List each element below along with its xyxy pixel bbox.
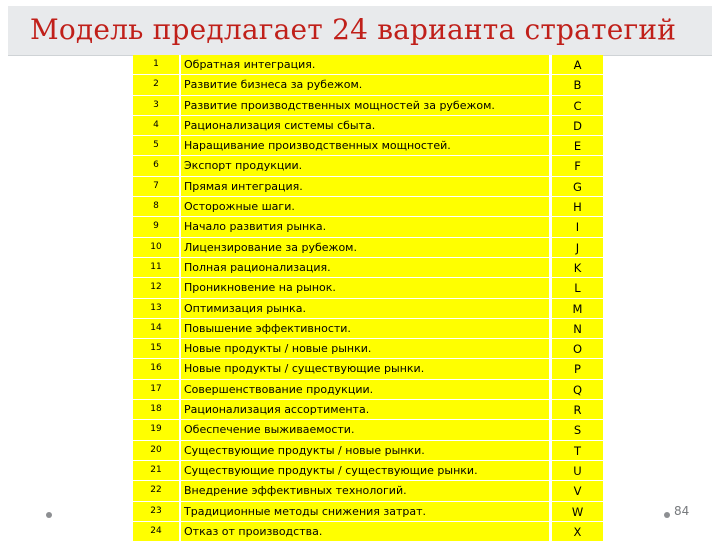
table-row (133, 156, 603, 176)
strategy-number: 5 (133, 136, 179, 156)
strategy-letter: P (552, 359, 603, 379)
strategy-number: 8 (133, 197, 179, 217)
strategy-number: 16 (133, 359, 179, 379)
table-row (133, 461, 603, 481)
strategy-number: 4 (133, 116, 179, 136)
table-row (133, 299, 603, 319)
table-row (133, 55, 603, 75)
strategy-letter: T (552, 441, 603, 461)
strategy-number: 24 (133, 522, 179, 542)
strategy-description: Развитие бизнеса за рубежом. (181, 75, 549, 95)
strategy-letter: W (552, 502, 603, 522)
strategy-description: Лицензирование за рубежом. (181, 238, 549, 258)
strategy-description: Обратная интеграция. (181, 55, 549, 75)
table-row (133, 400, 603, 420)
strategy-letter: A (552, 55, 603, 75)
strategy-description: Экспорт продукции. (181, 156, 549, 176)
strategy-number: 19 (133, 420, 179, 440)
strategy-number: 14 (133, 319, 179, 339)
strategy-letter: J (552, 238, 603, 258)
strategy-number: 6 (133, 156, 179, 176)
strategy-number: 1 (133, 55, 179, 75)
strategy-description: Новые продукты / существующие рынки. (181, 359, 549, 379)
strategy-letter: N (552, 319, 603, 339)
strategy-description: Проникновение на рынок. (181, 278, 549, 298)
strategy-description: Повышение эффективности. (181, 319, 549, 339)
table-row (133, 177, 603, 197)
right-bullet-dot (664, 512, 670, 518)
strategy-description: Прямая интеграция. (181, 177, 549, 197)
strategy-letter: O (552, 339, 603, 359)
table-row (133, 75, 603, 95)
slide-title: Модель предлагает 24 варианта стратегий (30, 13, 677, 46)
table-row (133, 522, 603, 542)
strategy-description: Осторожные шаги. (181, 197, 549, 217)
table-row (133, 359, 603, 379)
strategy-description: Рационализация ассортимента. (181, 400, 549, 420)
strategy-number: 17 (133, 380, 179, 400)
strategy-letter: I (552, 217, 603, 237)
strategy-description: Рационализация системы сбыта. (181, 116, 549, 136)
table-row (133, 238, 603, 258)
strategy-description: Совершенствование продукции. (181, 380, 549, 400)
strategy-letter: C (552, 96, 603, 116)
strategy-description: Полная рационализация. (181, 258, 549, 278)
page-number: 84 (674, 504, 690, 518)
table-row (133, 217, 603, 237)
strategy-letter: B (552, 75, 603, 95)
strategy-number: 2 (133, 75, 179, 95)
table-row (133, 502, 603, 522)
strategy-description: Внедрение эффективных технологий. (181, 481, 549, 501)
strategy-description: Начало развития рынка. (181, 217, 549, 237)
strategy-letter: H (552, 197, 603, 217)
strategy-description: Обеспечение выживаемости. (181, 420, 549, 440)
title-bar (8, 6, 712, 56)
strategy-number: 10 (133, 238, 179, 258)
table-row (133, 420, 603, 440)
strategy-number: 18 (133, 400, 179, 420)
strategy-letter: F (552, 156, 603, 176)
strategy-letter: X (552, 522, 603, 542)
strategy-letter: Q (552, 380, 603, 400)
strategy-letter: D (552, 116, 603, 136)
strategy-table (133, 55, 603, 542)
strategy-letter: E (552, 136, 603, 156)
table-row (133, 380, 603, 400)
strategy-number: 11 (133, 258, 179, 278)
strategy-number: 7 (133, 177, 179, 197)
table-row (133, 319, 603, 339)
strategy-description: Отказ от производства. (181, 522, 549, 542)
strategy-description: Развитие производственных мощностей за рубежом. (181, 96, 549, 116)
table-row (133, 116, 603, 136)
strategy-number: 21 (133, 461, 179, 481)
table-row (133, 96, 603, 116)
strategy-description: Новые продукты / новые рынки. (181, 339, 549, 359)
strategy-letter: K (552, 258, 603, 278)
strategy-number: 22 (133, 481, 179, 501)
strategy-description: Традиционные методы снижения затрат. (181, 502, 549, 522)
strategy-description: Существующие продукты / существующие рынки. (181, 461, 549, 481)
strategy-letter: G (552, 177, 603, 197)
strategy-letter: L (552, 278, 603, 298)
strategy-number: 9 (133, 217, 179, 237)
strategy-number: 20 (133, 441, 179, 461)
strategy-number: 13 (133, 299, 179, 319)
strategy-description: Оптимизация рынка. (181, 299, 549, 319)
table-row (133, 441, 603, 461)
strategy-number: 12 (133, 278, 179, 298)
table-row (133, 136, 603, 156)
left-bullet-dot (46, 512, 52, 518)
strategy-letter: V (552, 481, 603, 501)
strategy-description: Наращивание производственных мощностей. (181, 136, 549, 156)
strategy-description: Существующие продукты / новые рынки. (181, 441, 549, 461)
table-row (133, 339, 603, 359)
table-row (133, 278, 603, 298)
table-row (133, 258, 603, 278)
strategy-letter: R (552, 400, 603, 420)
strategy-letter: S (552, 420, 603, 440)
strategy-number: 3 (133, 96, 179, 116)
strategy-letter: M (552, 299, 603, 319)
strategy-number: 15 (133, 339, 179, 359)
strategy-letter: U (552, 461, 603, 481)
strategy-number: 23 (133, 502, 179, 522)
table-row (133, 197, 603, 217)
table-row (133, 481, 603, 501)
